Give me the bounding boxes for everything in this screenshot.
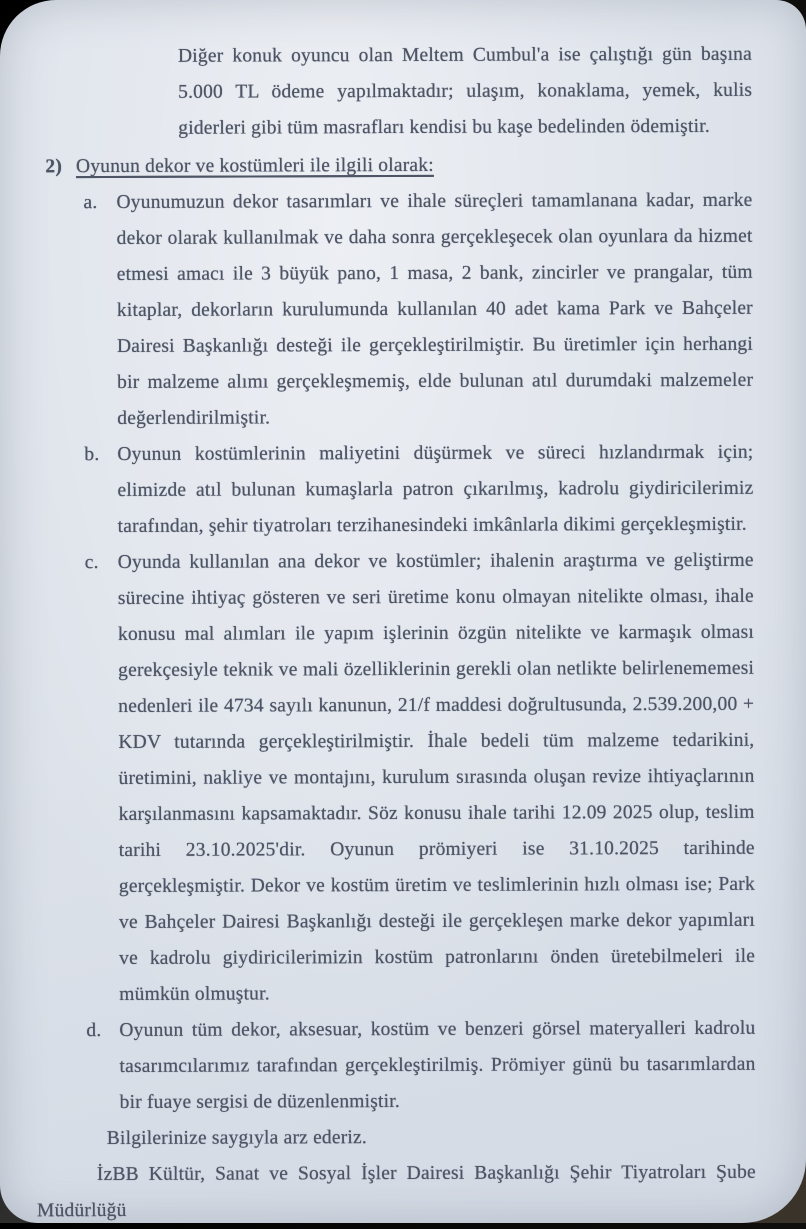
section-2-title: Oyunun dekor ve kostümleri ile ilgili olarak: — [75, 154, 434, 178]
list-item-b-label: b. — [84, 444, 100, 466]
section-2-heading — [33, 147, 752, 186]
list-item-c-label: c. — [84, 552, 99, 574]
list-item-b-text: Oyunun kostümlerinin maliyetini düşürmek ve süreci hızlandırmak için; elimizde atıl bulunan kumaşlarla patron çıkarılmış, kadrolu giydiricilerimiz tarafından, şehir tiyatroları terzihanesindeki imkânlarla dikimi gerçekleşmiştir. — [117, 441, 754, 537]
document-content — [33, 37, 756, 1229]
list-item-d — [36, 1011, 755, 1122]
signature-line: İzBB Kültür, Sanat ve Sosyal İşler Dairesi Başkanlığı Şehir Tiyatroları Şube Müdürlüğü — [36, 1161, 756, 1222]
list-item-d-text: Oyunun tüm dekor, aksesuar, kostüm ve benzeri görsel materyalleri kadrolu tasarımcılarımız tarafından gerçekleştirilmiş. Prömiyer günü bu tasarımlardan bir fuaye sergisi de düzenlenmiştir. — [119, 1017, 756, 1113]
list-item-b — [34, 435, 753, 546]
list-item-a-text: Oyunumuzun dekor tasarımları ve ihale süreçleri tamamlanana kadar, marke dekor olarak kullanılmak ve daha sonra gerçekleşecek olan oyunlara da hizmet etmesi amacı ile 3 büyük pano, 1 masa, 2 bank, zincirler ve prangalar, tüm kitaplar, dekorların kurulumunda kullanılan 40 adet kama Park ve Bahçeler Dairesi Başkanlığı desteği ile gerçekleştirilmiştir. Bu üretimler için herhangi bir malzeme alımı gerçekleşmemiş, elde bulunan atıl durumdaki malzemeler değerlendirilmiştir. — [116, 189, 754, 429]
intro-paragraph: Diğer konuk oyuncu olan Meltem Cumbul'a ise çalıştığı gün başına 5.000 TL ödeme yapılmaktadır; ulaşım, konaklama, yemek, kulis giderleri gibi tüm masrafları kendisi bu kaşe bedelinden ödemiştir. — [177, 43, 753, 139]
closing-line: Bilgilerinize saygıyla arz ederiz. — [106, 1127, 367, 1150]
section-2-item-list — [33, 183, 755, 1122]
list-item-c-text: Oyunda kullanılan ana dekor ve kostümler; ihalenin araştırma ve geliştirme sürecine ihtiyaç gösteren ve seri üretime konu olmayan nitelikte olması, ihale konusu mal alımları ile yapım işlerinin özgün nitelikte ve karmaşık olması gerekçesiyle teknik ve mali özelliklerinin gerekli olan netlikte belirlenememesi nedenleri ile 4734 sayılı kanunun, 21/f maddesi doğrultusunda, 2.539.200,00 + KDV tutarında gerçekleştirilmiştir. İhale bedeli tüm malzeme tedarikini, üretimini, nakliye ve montajını, kurulum sırasında oluşan revize ihtiyaçlarının karşılanmasını kapsamaktadır. Söz konusu ihale tarihi 12.09 2025 olup, teslim tarihi 23.10.2025'dir. Oyunun prömiyeri ise 31.10.2025 tarihinde gerçekleşmiştir. Dekor ve kostüm üretim ve teslimlerinin hızlı olması ise; Park ve Bahçeler Dairesi Başkanlığı desteği ile gerçekleşen marke dekor yapımları ve kadrolu giydiricilerimizin kostüm patronlarını önden üretebilmeleri ile mümkün olmuştur. — [117, 549, 756, 1005]
list-item-a — [33, 183, 753, 438]
list-item-d-label: d. — [86, 1020, 102, 1042]
list-item-c — [35, 543, 756, 1014]
list-item-a-label: a. — [83, 192, 98, 214]
section-2-number: 2) — [45, 156, 63, 178]
